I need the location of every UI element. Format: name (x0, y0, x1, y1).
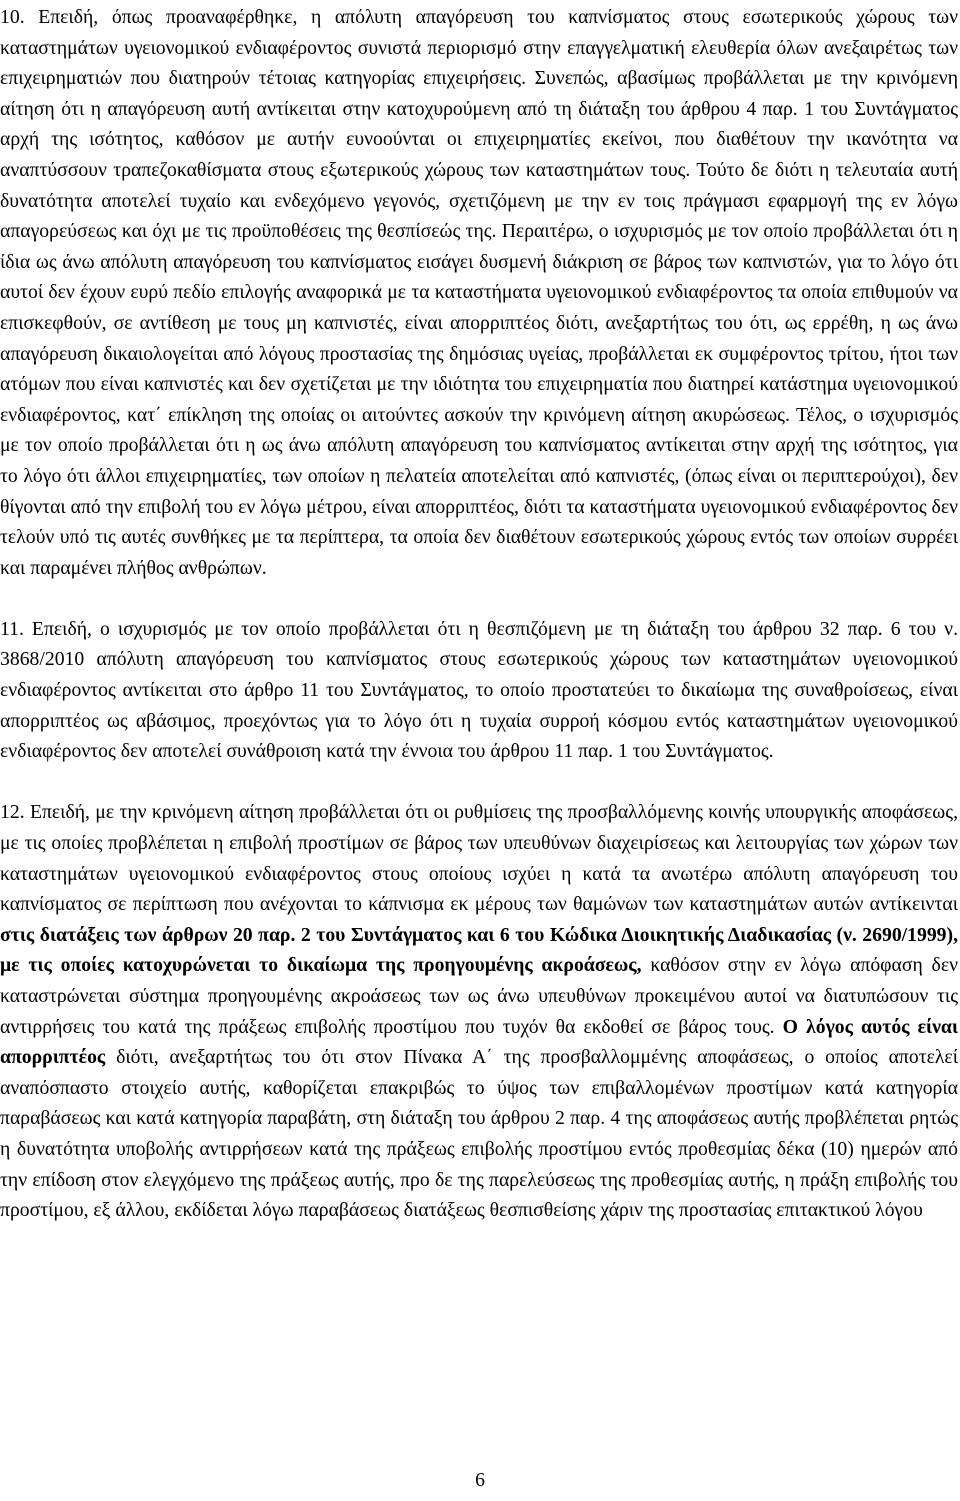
paragraph-11-text: 11. Επειδή, ο ισχυρισμός με τον οποίο προβάλλεται ότι η θεσπιζόμενη με τη διάταξη του άρθρου 32 παρ. 6 του ν. 3868/2010 απόλυτη απαγόρευση του καπνίσματος στους εσωτερικούς χώρους των καταστημάτων υγειονομικού ενδιαφέροντος αντίκειται στο άρθρο 11 του Συντάγματος, το οποίο προστατεύει το δικαίωμα της συναθροίσεως, είναι απορριπτέος ως αβάσιμος, προεχόντως για το λόγο ότι η τυχαία συρροή κόσμου εντός καταστημάτων υγειονομικού ενδιαφέροντος δεν αποτελεί συνάθροιση κατά την έννοια του άρθρου 11 παρ. 1 του Συντάγματος. (0, 617, 958, 763)
paragraph-12 (0, 797, 958, 1225)
paragraph-10-text: 10. Επειδή, όπως προαναφέρθηκε, η απόλυτη απαγόρευση του καπνίσματος στους εσωτερικούς χώρους των καταστημάτων υγειονομικού ενδιαφέροντος συνιστά περιορισμό στην επαγγελματική ελευθερία όλων ανεξαιρέτως των επιχειρηματιών που διατηρούν τέτοιας κατηγορίας επιχειρήσεις. Συνεπώς, αβασίμως προβάλλεται με την κρινόμενη αίτηση ότι η απαγόρευση αυτή αντίκειται στην κατοχυρούμενη από τη διάταξη του άρθρου 4 παρ. 1 του Συντάγματος αρχή της ισότητος, καθόσον με αυτήν ευνοούνται οι επιχειρηματίες εκείνοι, που διαθέτουν την ικανότητα να αναπτύσσουν τραπεζοκαθίσματα στους εξωτερικούς χώρους των καταστημάτων τους. Τούτο δε διότι η τελευταία αυτή δυνατότητα αποτελεί τυχαίο και ενδεχόμενο γεγονός, σχετιζόμενη με την εν τοις πράγμασι εφαρμογή της εν λόγω απαγορεύσεως και όχι με τις προϋποθέσεις της θεσπίσεώς της. Περαιτέρω, ο ισχυρισμός με τον οποίο προβάλλεται ότι η ίδια ως άνω απόλυτη απαγόρευση του καπνίσματος εισάγει δυσμενή διάκριση σε βάρος των καπνιστών, για το λόγο ότι αυτοί δεν έχουν ευρύ πεδίο επιλογής αναφορικά με τα καταστήματα υγειονομικού ενδιαφέροντος τα οποία επιθυμούν να επισκεφθούν, σε αντίθεση με τους μη καπνιστές, είναι απορριπτέος διότι, ανεξαρτήτως του ότι, ως ερρέθη, η ως άνω απαγόρευση δικαιολογείται από λόγους προστασίας της δημόσιας υγείας, προβάλλεται εκ συμφέροντος τρίτου, ήτοι των ατόμων που είναι καπνιστές και δεν σχετίζεται με την ιδιότητα του επιχειρηματία που διατηρεί κατάστημα υγειονομικού ενδιαφέροντος, κατ΄ επίκληση της οποίας οι αιτούντες ασκούν την κρινόμενη αίτηση ακυρώσεως. Τέλος, ο ισχυρισμός με τον οποίο προβάλλεται ότι η ως άνω απόλυτη απαγόρευση του καπνίσματος αντίκειται στην αρχή της ισότητος, για το λόγο ότι άλλοι επιχειρηματίες, των οποίων η πελατεία αποτελείται από καπνιστές, (όπως είναι οι περιπτερούχοι), δεν θίγονται από την επιβολή του εν λόγω μέτρου, είναι απορριπτέος, διότι τα καταστήματα υγειονομικού ενδιαφέροντος δεν τελούν υπό τις αυτές συνθήκες με τα περίπτερα, τα οποία δεν διαθέτουν εσωτερικούς χώρους εντός των οποίων συρρέει και παραμένει πλήθος ανθρώπων. (0, 6, 958, 579)
paragraph-11 (0, 614, 958, 767)
paragraph-12-text-part-2: καθόσον στην εν λόγω απόφαση δεν καταστρώνεται σύστημα προηγουμένης ακροάσεως των ως άνω υπευθύνων προκειμένου αυτοί να διατυπώσουν τις αντιρρήσεις του κατά της πράξεως επιβολής προστίμου που τυχόν θα εκδοθεί σε βάρος τους. (0, 954, 958, 1038)
paragraph-12-text-part-1: 12. Επειδή, με την κρινόμενη αίτηση προβάλλεται ότι οι ρυθμίσεις της προσβαλλόμενης κοινής υπουργικής αποφάσεως, με τις οποίες προβλέπεται η επιβολή προστίμων σε βάρος των υπευθύνων διαχειρίσεως και λειτουργίας των χώρων των καταστημάτων υγειονομικού ενδιαφέροντος στους οποίους ισχύει η κατά τα ανωτέρω απόλυτη απαγόρευση του καπνίσματος σε περίπτωση που ανέχονται το κάπνισμα εκ μέρους των θαμώνων των καταστημάτων αυτών αντίκεινται (0, 801, 958, 916)
paragraph-12-bold-text-1: στις διατάξεις των άρθρων 20 παρ. 2 του Συντάγματος και 6 του Κώδικα Διοικητικής Διαδικασίας (ν. 2690/1999), με τις οποίες κατοχυρώνεται το δικαίωμα της προηγουμένης ακροάσεως, (0, 923, 958, 977)
paragraph-12-text-part-3: διότι, ανεξαρτήτως του ότι στον Πίνακα Α΄ της προσβαλλομμένης αποφάσεως, ο οποίος αποτελεί αναπόσπαστο στοιχείο αυτής, καθορίζεται επακριβώς το ύψος των επιβαλλομένων προστίμων κατά κατηγορία παραβάσεως και κατά κατηγορία παραβάτη, στη διάταξη του άρθρου 2 παρ. 4 της αποφάσεως αυτής προβλέπεται ρητώς η δυνατότητα υποβολής αντιρρήσεων κατά της πράξεως επιβολής προστίμου εντός προθεσμίας δέκα (10) ημερών από την επίδοση στον ελεγχόμενο της πράξεως αυτής, προ δε της παρελεύσεως της προθεσμίας αυτής, η πράξη επιβολής του προστίμου, εξ άλλου, εκδίδεται λόγω παραβάσεως διατάξεως θεσπισθείσης χάριν της προστασίας επιτακτικού λόγου (0, 1046, 958, 1222)
paragraph-10 (0, 2, 958, 583)
page-number: 6 (475, 1469, 485, 1491)
paragraph-12-bold-text-2: Ο λόγος αυτός είναι απορριπτέος (0, 1015, 958, 1069)
